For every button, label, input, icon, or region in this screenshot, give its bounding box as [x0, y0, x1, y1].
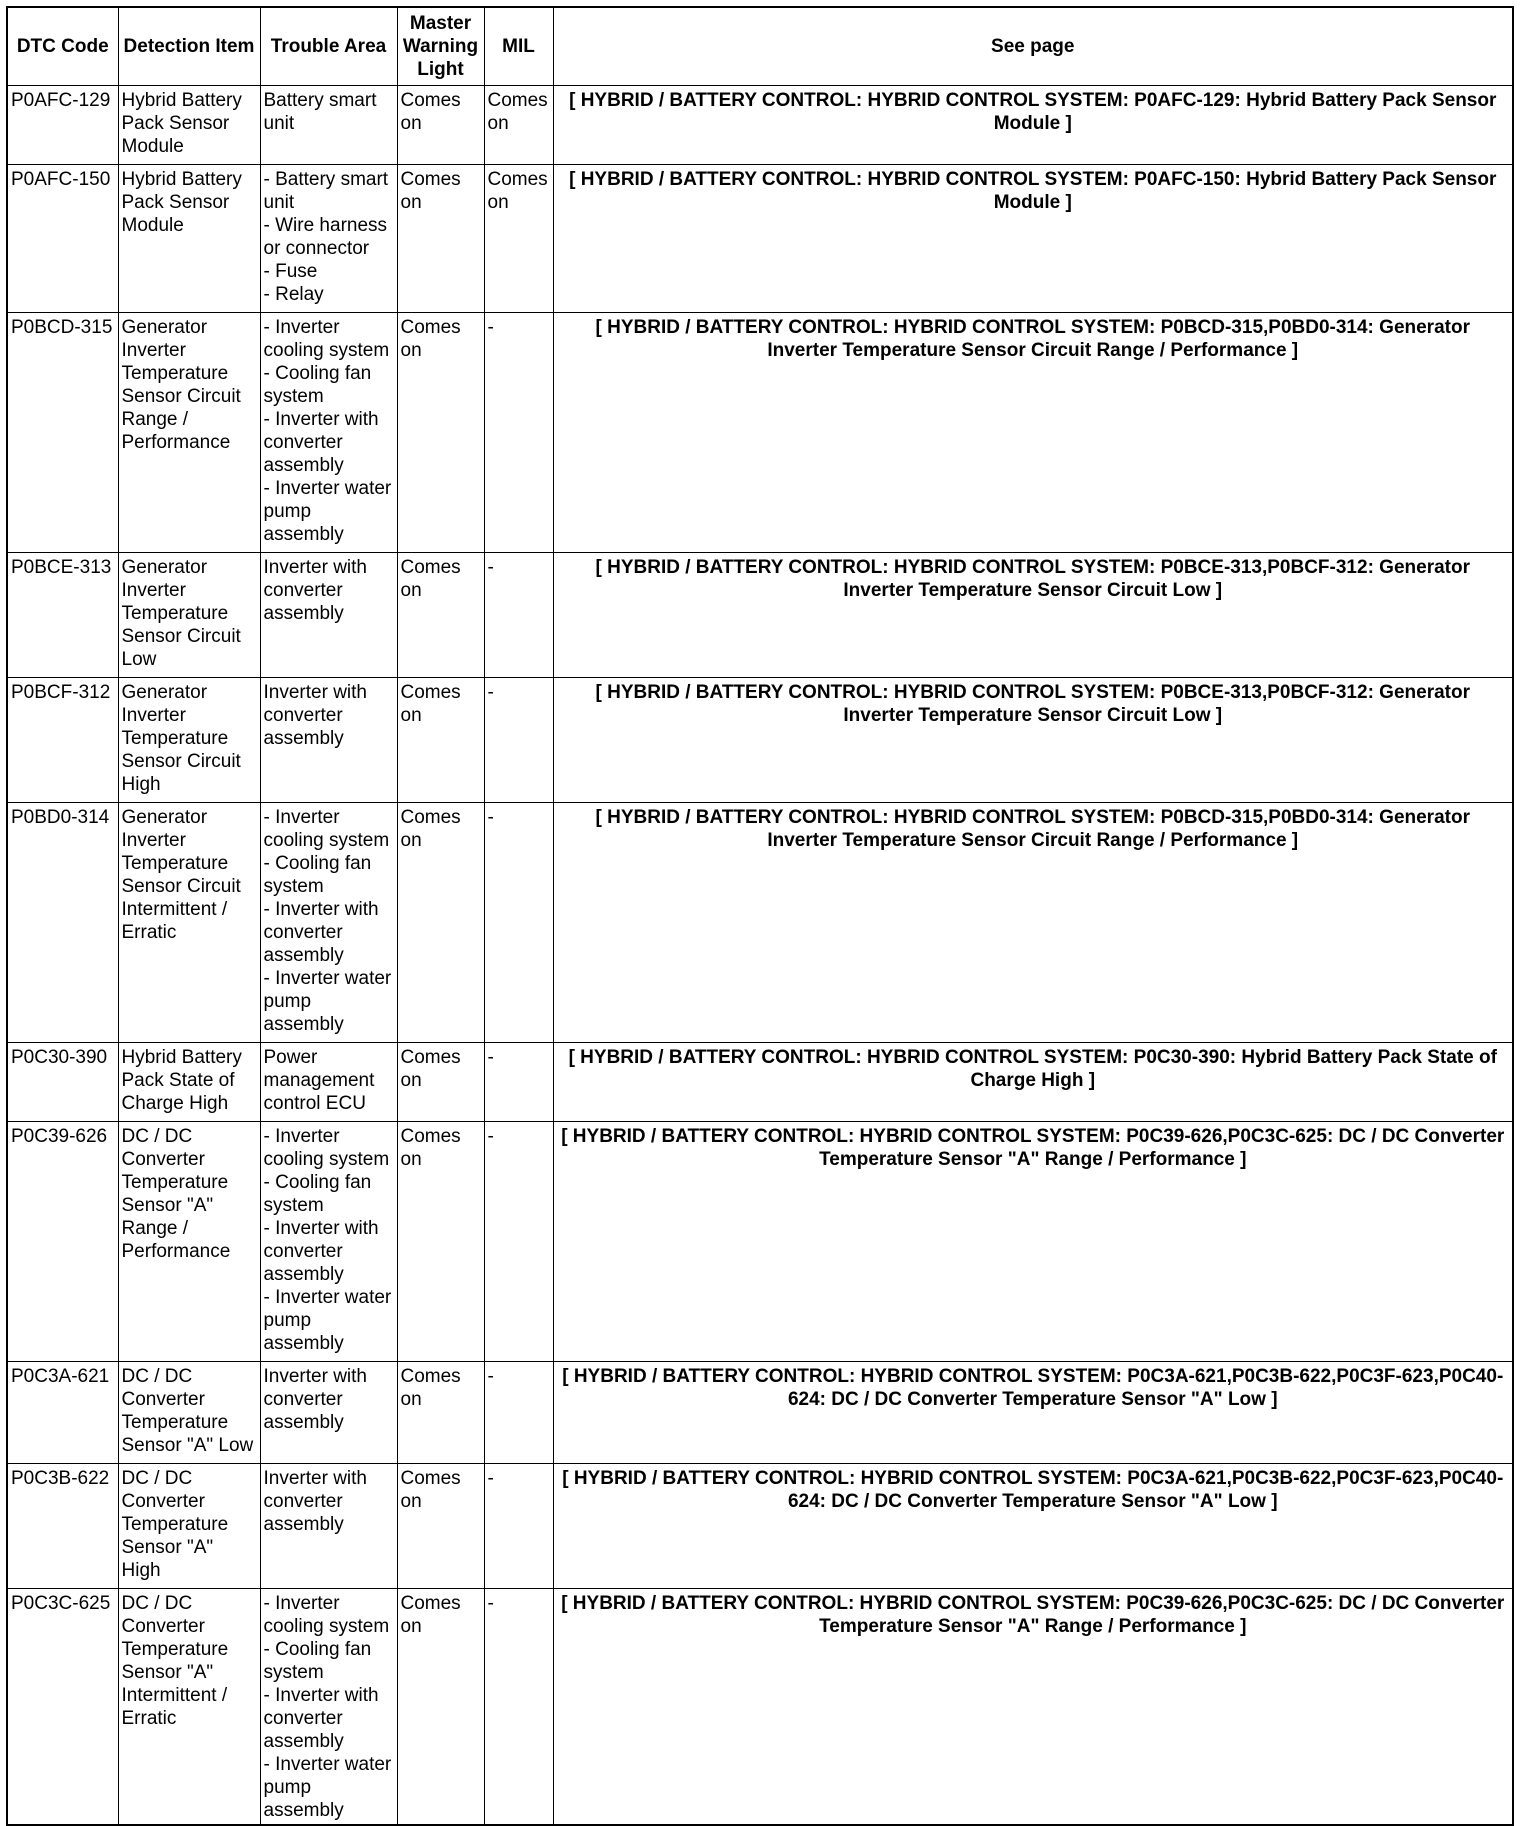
- dtc-code: P0C3A-621: [7, 1361, 118, 1463]
- see-page-link[interactable]: [ HYBRID / BATTERY CONTROL: HYBRID CONTROL SYSTEM: P0C3A-621,P0C3B-622,P0C3F-623,P0C40-624: DC / DC Converter Temperature Sensor "A" Low ]: [553, 1463, 1513, 1588]
- mil: -: [484, 552, 553, 677]
- dtc-code: P0BCF-312: [7, 677, 118, 802]
- trouble-area: Inverter with converter assembly: [260, 1463, 397, 1588]
- dtc-code: P0C30-390: [7, 1042, 118, 1121]
- trouble-area: - Inverter cooling system - Cooling fan system - Inverter with converter assembly - Inverter water pump assembly: [260, 1588, 397, 1825]
- trouble-area: Battery smart unit: [260, 85, 397, 164]
- see-page-link[interactable]: [ HYBRID / BATTERY CONTROL: HYBRID CONTROL SYSTEM: P0BCD-315,P0BD0-314: Generator Inverter Temperature Sensor Circuit Range / Performance ]: [553, 802, 1513, 1042]
- detection-item: DC / DC Converter Temperature Sensor "A" Intermittent / Erratic: [118, 1588, 260, 1825]
- trouble-area: Inverter with converter assembly: [260, 677, 397, 802]
- trouble-area: - Battery smart unit - Wire harness or connector - Fuse - Relay: [260, 164, 397, 312]
- detection-item: Generator Inverter Temperature Sensor Circuit Low: [118, 552, 260, 677]
- header-mil: MIL: [484, 7, 553, 85]
- see-page-link[interactable]: [ HYBRID / BATTERY CONTROL: HYBRID CONTROL SYSTEM: P0C39-626,P0C3C-625: DC / DC Converter Temperature Sensor "A" Range / Performance ]: [553, 1121, 1513, 1361]
- detection-item: Hybrid Battery Pack State of Charge High: [118, 1042, 260, 1121]
- table-row: [7, 1042, 1513, 1121]
- master-warning-light: Comes on: [397, 164, 484, 312]
- see-page-link[interactable]: [ HYBRID / BATTERY CONTROL: HYBRID CONTROL SYSTEM: P0BCE-313,P0BCF-312: Generator Inverter Temperature Sensor Circuit Low ]: [553, 677, 1513, 802]
- see-page-link[interactable]: [ HYBRID / BATTERY CONTROL: HYBRID CONTROL SYSTEM: P0C30-390: Hybrid Battery Pack State of Charge High ]: [553, 1042, 1513, 1121]
- detection-item: DC / DC Converter Temperature Sensor "A" Low: [118, 1361, 260, 1463]
- master-warning-light: Comes on: [397, 1463, 484, 1588]
- table-row: [7, 85, 1513, 164]
- table-row: [7, 1463, 1513, 1588]
- see-page-link[interactable]: [ HYBRID / BATTERY CONTROL: HYBRID CONTROL SYSTEM: P0C3A-621,P0C3B-622,P0C3F-623,P0C40-624: DC / DC Converter Temperature Sensor "A" Low ]: [553, 1361, 1513, 1463]
- dtc-code: P0BCD-315: [7, 312, 118, 552]
- see-page-link[interactable]: [ HYBRID / BATTERY CONTROL: HYBRID CONTROL SYSTEM: P0AFC-129: Hybrid Battery Pack Sensor Module ]: [553, 85, 1513, 164]
- dtc-code: P0BD0-314: [7, 802, 118, 1042]
- detection-item: Generator Inverter Temperature Sensor Circuit Intermittent / Erratic: [118, 802, 260, 1042]
- mil: Comes on: [484, 85, 553, 164]
- see-page-link[interactable]: [ HYBRID / BATTERY CONTROL: HYBRID CONTROL SYSTEM: P0AFC-150: Hybrid Battery Pack Sensor Module ]: [553, 164, 1513, 312]
- see-page-link[interactable]: [ HYBRID / BATTERY CONTROL: HYBRID CONTROL SYSTEM: P0BCE-313,P0BCF-312: Generator Inverter Temperature Sensor Circuit Low ]: [553, 552, 1513, 677]
- master-warning-light: Comes on: [397, 1361, 484, 1463]
- detection-item: Hybrid Battery Pack Sensor Module: [118, 85, 260, 164]
- header-dtc-code: DTC Code: [7, 7, 118, 85]
- detection-item: Generator Inverter Temperature Sensor Circuit High: [118, 677, 260, 802]
- mil: -: [484, 1121, 553, 1361]
- master-warning-light: Comes on: [397, 677, 484, 802]
- mil: Comes on: [484, 164, 553, 312]
- dtc-code: P0BCE-313: [7, 552, 118, 677]
- mil: -: [484, 312, 553, 552]
- trouble-area: Inverter with converter assembly: [260, 552, 397, 677]
- trouble-area: - Inverter cooling system - Cooling fan system - Inverter with converter assembly - Inverter water pump assembly: [260, 312, 397, 552]
- dtc-code: P0AFC-129: [7, 85, 118, 164]
- mil: -: [484, 1588, 553, 1825]
- mil: -: [484, 1463, 553, 1588]
- master-warning-light: Comes on: [397, 1588, 484, 1825]
- header-trouble-area: Trouble Area: [260, 7, 397, 85]
- header-see-page: See page: [553, 7, 1513, 85]
- table-row: [7, 164, 1513, 312]
- mil: -: [484, 677, 553, 802]
- see-page-link[interactable]: [ HYBRID / BATTERY CONTROL: HYBRID CONTROL SYSTEM: P0BCD-315,P0BD0-314: Generator Inverter Temperature Sensor Circuit Range / Performance ]: [553, 312, 1513, 552]
- mil: -: [484, 1361, 553, 1463]
- mil: -: [484, 1042, 553, 1121]
- detection-item: Hybrid Battery Pack Sensor Module: [118, 164, 260, 312]
- table-header-row: [7, 7, 1513, 85]
- master-warning-light: Comes on: [397, 552, 484, 677]
- trouble-area: Inverter with converter assembly: [260, 1361, 397, 1463]
- trouble-area: - Inverter cooling system - Cooling fan system - Inverter with converter assembly - Inverter water pump assembly: [260, 802, 397, 1042]
- master-warning-light: Comes on: [397, 1121, 484, 1361]
- table-row: [7, 677, 1513, 802]
- master-warning-light: Comes on: [397, 802, 484, 1042]
- detection-item: DC / DC Converter Temperature Sensor "A" High: [118, 1463, 260, 1588]
- table-row: [7, 1121, 1513, 1361]
- header-detection-item: Detection Item: [118, 7, 260, 85]
- trouble-area: Power management control ECU: [260, 1042, 397, 1121]
- see-page-link[interactable]: [ HYBRID / BATTERY CONTROL: HYBRID CONTROL SYSTEM: P0C39-626,P0C3C-625: DC / DC Converter Temperature Sensor "A" Range / Performance ]: [553, 1588, 1513, 1825]
- mil: -: [484, 802, 553, 1042]
- table-row: [7, 552, 1513, 677]
- dtc-code: P0C3B-622: [7, 1463, 118, 1588]
- table-row: [7, 1588, 1513, 1825]
- dtc-code: P0AFC-150: [7, 164, 118, 312]
- table-row: [7, 1361, 1513, 1463]
- dtc-table: [6, 6, 1514, 1826]
- header-master-warning-light: Master Warning Light: [397, 7, 484, 85]
- master-warning-light: Comes on: [397, 1042, 484, 1121]
- table-row: [7, 802, 1513, 1042]
- dtc-code: P0C3C-625: [7, 1588, 118, 1825]
- trouble-area: - Inverter cooling system - Cooling fan system - Inverter with converter assembly - Inverter water pump assembly: [260, 1121, 397, 1361]
- dtc-code: P0C39-626: [7, 1121, 118, 1361]
- master-warning-light: Comes on: [397, 312, 484, 552]
- table-row: [7, 312, 1513, 552]
- detection-item: Generator Inverter Temperature Sensor Circuit Range / Performance: [118, 312, 260, 552]
- master-warning-light: Comes on: [397, 85, 484, 164]
- detection-item: DC / DC Converter Temperature Sensor "A" Range / Performance: [118, 1121, 260, 1361]
